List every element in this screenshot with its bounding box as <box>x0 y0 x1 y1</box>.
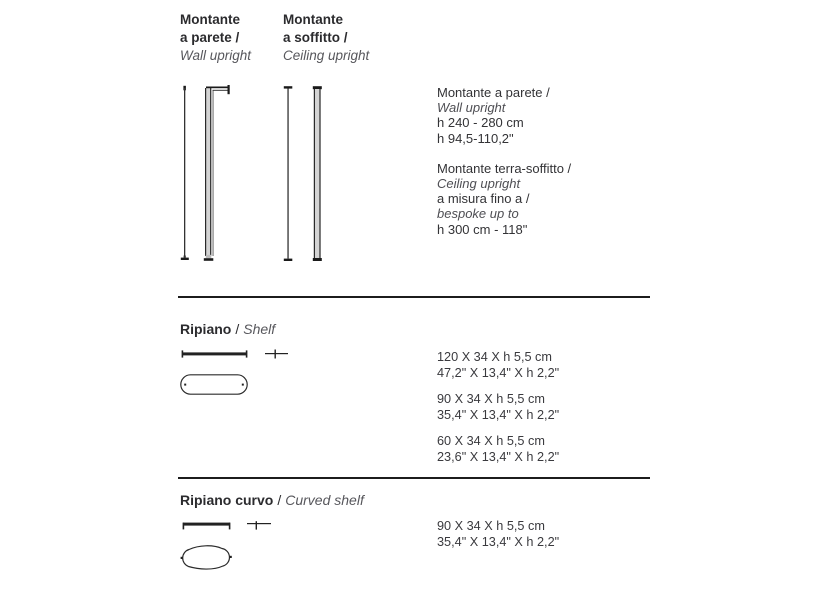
curved-shelf-size-90 <box>437 518 559 550</box>
ceiling-upright-side-drawing <box>284 86 293 261</box>
shelf-mount-dot-right <box>242 384 244 386</box>
shelf-front-drawing <box>181 349 249 359</box>
ceiling-upright-height: h 300 cm - 118" <box>437 221 528 237</box>
curved-shelf-mount-dot-left <box>181 557 183 559</box>
shelf-size-60-in: 23,6" X 13,4" X h 2,2" <box>437 450 560 464</box>
ceiling-upright-header <box>283 11 369 65</box>
wall-upright-side-drawing <box>181 86 189 260</box>
wall-upright-header <box>180 11 251 65</box>
section-divider <box>178 296 650 298</box>
wall-upright-spec <box>437 85 667 146</box>
curved-shelf-title-en: Curved shelf <box>285 492 364 508</box>
shelf-top-drawing <box>180 374 248 395</box>
ceiling-upright-spec-name: Montante terra-soffitto / <box>437 160 572 176</box>
wall-upright-header-line1: Montante <box>180 12 240 27</box>
shelf-size-90-in: 35,4" X 13,4" X h 2,2" <box>437 408 560 422</box>
curved-shelf-size-90-cm: 90 X 34 X h 5,5 cm <box>437 519 545 533</box>
ceiling-upright-note-en: bespoke up to <box>437 206 519 222</box>
curved-shelf-mount-dot-right <box>230 556 232 558</box>
curved-shelf-title-it: Ripiano curvo <box>180 492 274 508</box>
ceiling-upright-header-line2: a soffitto / <box>283 30 348 45</box>
wall-upright-header-line2: a parete / <box>180 30 240 45</box>
wall-upright-height-in: h 94,5-110,2" <box>437 130 514 146</box>
uprights-drawing <box>178 85 338 265</box>
shelf-size-90 <box>437 391 559 423</box>
bracket-arm <box>206 87 229 89</box>
ceiling-upright-spec-name-en: Ceiling upright <box>437 176 521 192</box>
ceiling-upright-spec <box>437 161 667 237</box>
shelf-size-120-in: 47,2" X 13,4" X h 2,2" <box>437 366 560 380</box>
ceiling-upright-header-line1: Montante <box>283 12 343 27</box>
shelf-title-separator: / <box>235 321 240 337</box>
wall-upright-height-cm: h 240 - 280 cm <box>437 115 524 131</box>
curved-shelf-top-drawing <box>179 543 234 575</box>
wall-upright-front-drawing <box>204 85 230 261</box>
wall-upright-spec-name: Montante a parete / <box>437 85 550 100</box>
curved-shelf-section-title <box>180 491 364 509</box>
ceiling-upright-header-en: Ceiling upright <box>283 48 370 63</box>
shelf-title-it: Ripiano <box>180 321 232 337</box>
curved-shelf-front-drawing <box>182 520 232 531</box>
wall-upright-spec-name-en: Wall upright <box>437 100 506 116</box>
shelf-size-60 <box>437 433 559 465</box>
curved-shelf-size-90-in: 35,4" X 13,4" X h 2,2" <box>437 535 560 549</box>
shelf-mount-dot-left <box>184 384 186 386</box>
shelf-size-60-cm: 60 X 34 X h 5,5 cm <box>437 434 545 448</box>
bracket-end-cap <box>228 85 230 94</box>
shelf-size-120 <box>437 349 559 381</box>
wall-upright-header-en: Wall upright <box>180 48 252 63</box>
shelf-size-120-cm: 120 X 34 X h 5,5 cm <box>437 350 552 364</box>
ceiling-upright-front-drawing <box>313 86 322 261</box>
shelf-title-en: Shelf <box>243 321 276 337</box>
upright-specs <box>437 85 667 252</box>
bracket-drop-line <box>213 90 214 256</box>
shelf-section-title <box>180 320 275 338</box>
shelf-dimensions <box>437 349 559 475</box>
curved-shelf-side-drawing <box>247 520 272 531</box>
curved-shelf-dimensions <box>437 518 559 560</box>
shelf-side-drawing <box>265 349 289 359</box>
shelf-size-90-cm: 90 X 34 X h 5,5 cm <box>437 392 545 406</box>
section-divider <box>178 477 650 479</box>
ceiling-upright-note: a misura fino a / <box>437 191 530 207</box>
curved-shelf-title-separator: / <box>277 492 282 508</box>
